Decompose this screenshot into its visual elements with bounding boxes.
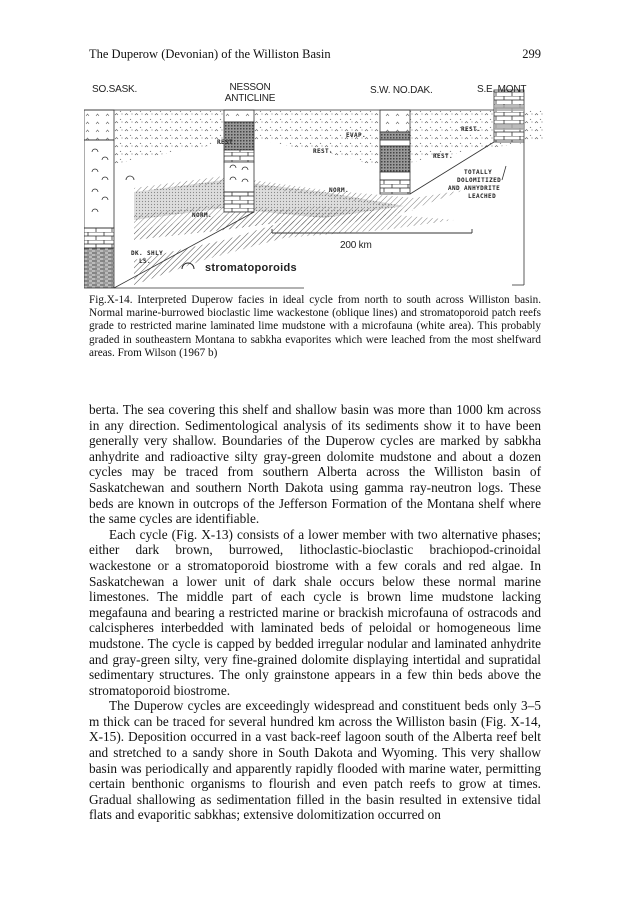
label-dk-shly: DK. SHLY [131,250,164,257]
label-se-mont: S.E. MONT [477,84,527,95]
page-number: 299 [522,47,541,61]
label-rest-east-lower: REST. [433,153,454,160]
label-and-anhydrite: AND ANHYDRITE [448,185,501,192]
label-rest-east-upper: REST. [461,126,482,133]
label-so-sask: SO.SASK. [92,84,138,95]
label-anticline: ANTICLINE [224,93,276,104]
label-totally: TOTALLY [464,169,493,176]
stromatoporoid-symbol-icon [181,261,195,275]
label-norm-central: NORM. [329,187,350,194]
label-nesson: NESSON [229,82,271,93]
cross-section-figure [84,80,544,290]
label-rest-west: REST. [217,139,238,146]
paragraph: Each cycle (Fig. X-13) consists of a lower member with two alternative phases; either dark brown, burrowed, lithoclastic-bioclastic brachiopod-crinoidal wackestone or a stromatoporoid biostrome with a few corals and red algae. In Saskatchewan a lower unit of dark shale occurs below these normal marine limestones. The middle part of each cycle is brown lime mudstone lacking megafauna and bearing a restricted marine or brackish microfauna of ostracods and calcispheres interbedded with laminated beds of peloidal or homogeneous lime mudstone. The cycle is capped by bedded irregular nodular and laminated anhydrite and gray-green silty, very fine-grained dolomite displaying intertidal and supratidal sedimentary structures. The only grainstone appears in a few thin beds above the stromatoporoid biostrome. [89,526,541,698]
label-ls: LS. [139,258,152,265]
label-rest-central: REST. [313,148,334,155]
scale-bar-label: 200 km [340,240,372,251]
paragraph: The Duperow cycles are exceedingly widespread and constituent beds only 3–5 m thick can be traced for several hundred km across the Williston basin (Fig. X-14, X-15). Deposition occurred in a vast back-reef lagoon south of the Alberta reef belt and stretched to a sandy shore in South Dakota and Wyoming. This very shallow basin was periodically and apparently rapidly flooded with marine water, permitting certain benthonic organisms to flourish and even patch reefs to grow at times. Gradual shallowing as sedimentation filled in the basin resulted in extensive tidal flats and evaporitic sabkhas; extensive dolomitization occurred on [89,698,541,823]
running-head [89,47,541,62]
figure-caption: Fig.X-14. Interpreted Duperow facies in ideal cycle from north to south across Williston basin. Normal marine-burrowed bioclastic lime wackestone (oblique lines) and stromatoporoid patch reefs grade to restricted marine laminated lime mudstone with a microfauna (white area). This probably graded in southeastern Montana to sabkha evaporites which were leached from the most shelfward areas. From Wilson (1967 b) [89,294,541,359]
figure-legend [181,261,297,275]
label-norm-west: NORM. [192,212,213,219]
label-sw-no-dak: S.W. NO.DAK. [370,85,433,96]
label-dolomitized: DOLOMITIZED [457,177,502,184]
paragraph: berta. The sea covering this shelf and shallow basin was more than 1000 km across in any direction. Sedimentological analysis of its sediments show it to have been generally very shallow. Boundaries of the Duperow cycles are marked by sabkha anhydrite and radioactive silty gray-green dolomite mudstone and about a dozen cycles may be traced from southern Alberta across the Williston basin of Saskatchewan and southern North Dakota using gamma ray-neutron logs. These beds are known in outcrops of the Jefferson Formation of the Montana shelf where the same cycles are identifiable. [89,402,541,527]
running-head-title: The Duperow (Devonian) of the Williston Basin [89,47,331,61]
label-evap: EVAP. [346,132,367,139]
body-text [89,402,541,823]
legend-label: stromatoporoids [205,262,297,274]
label-leached: LEACHED [468,193,497,200]
